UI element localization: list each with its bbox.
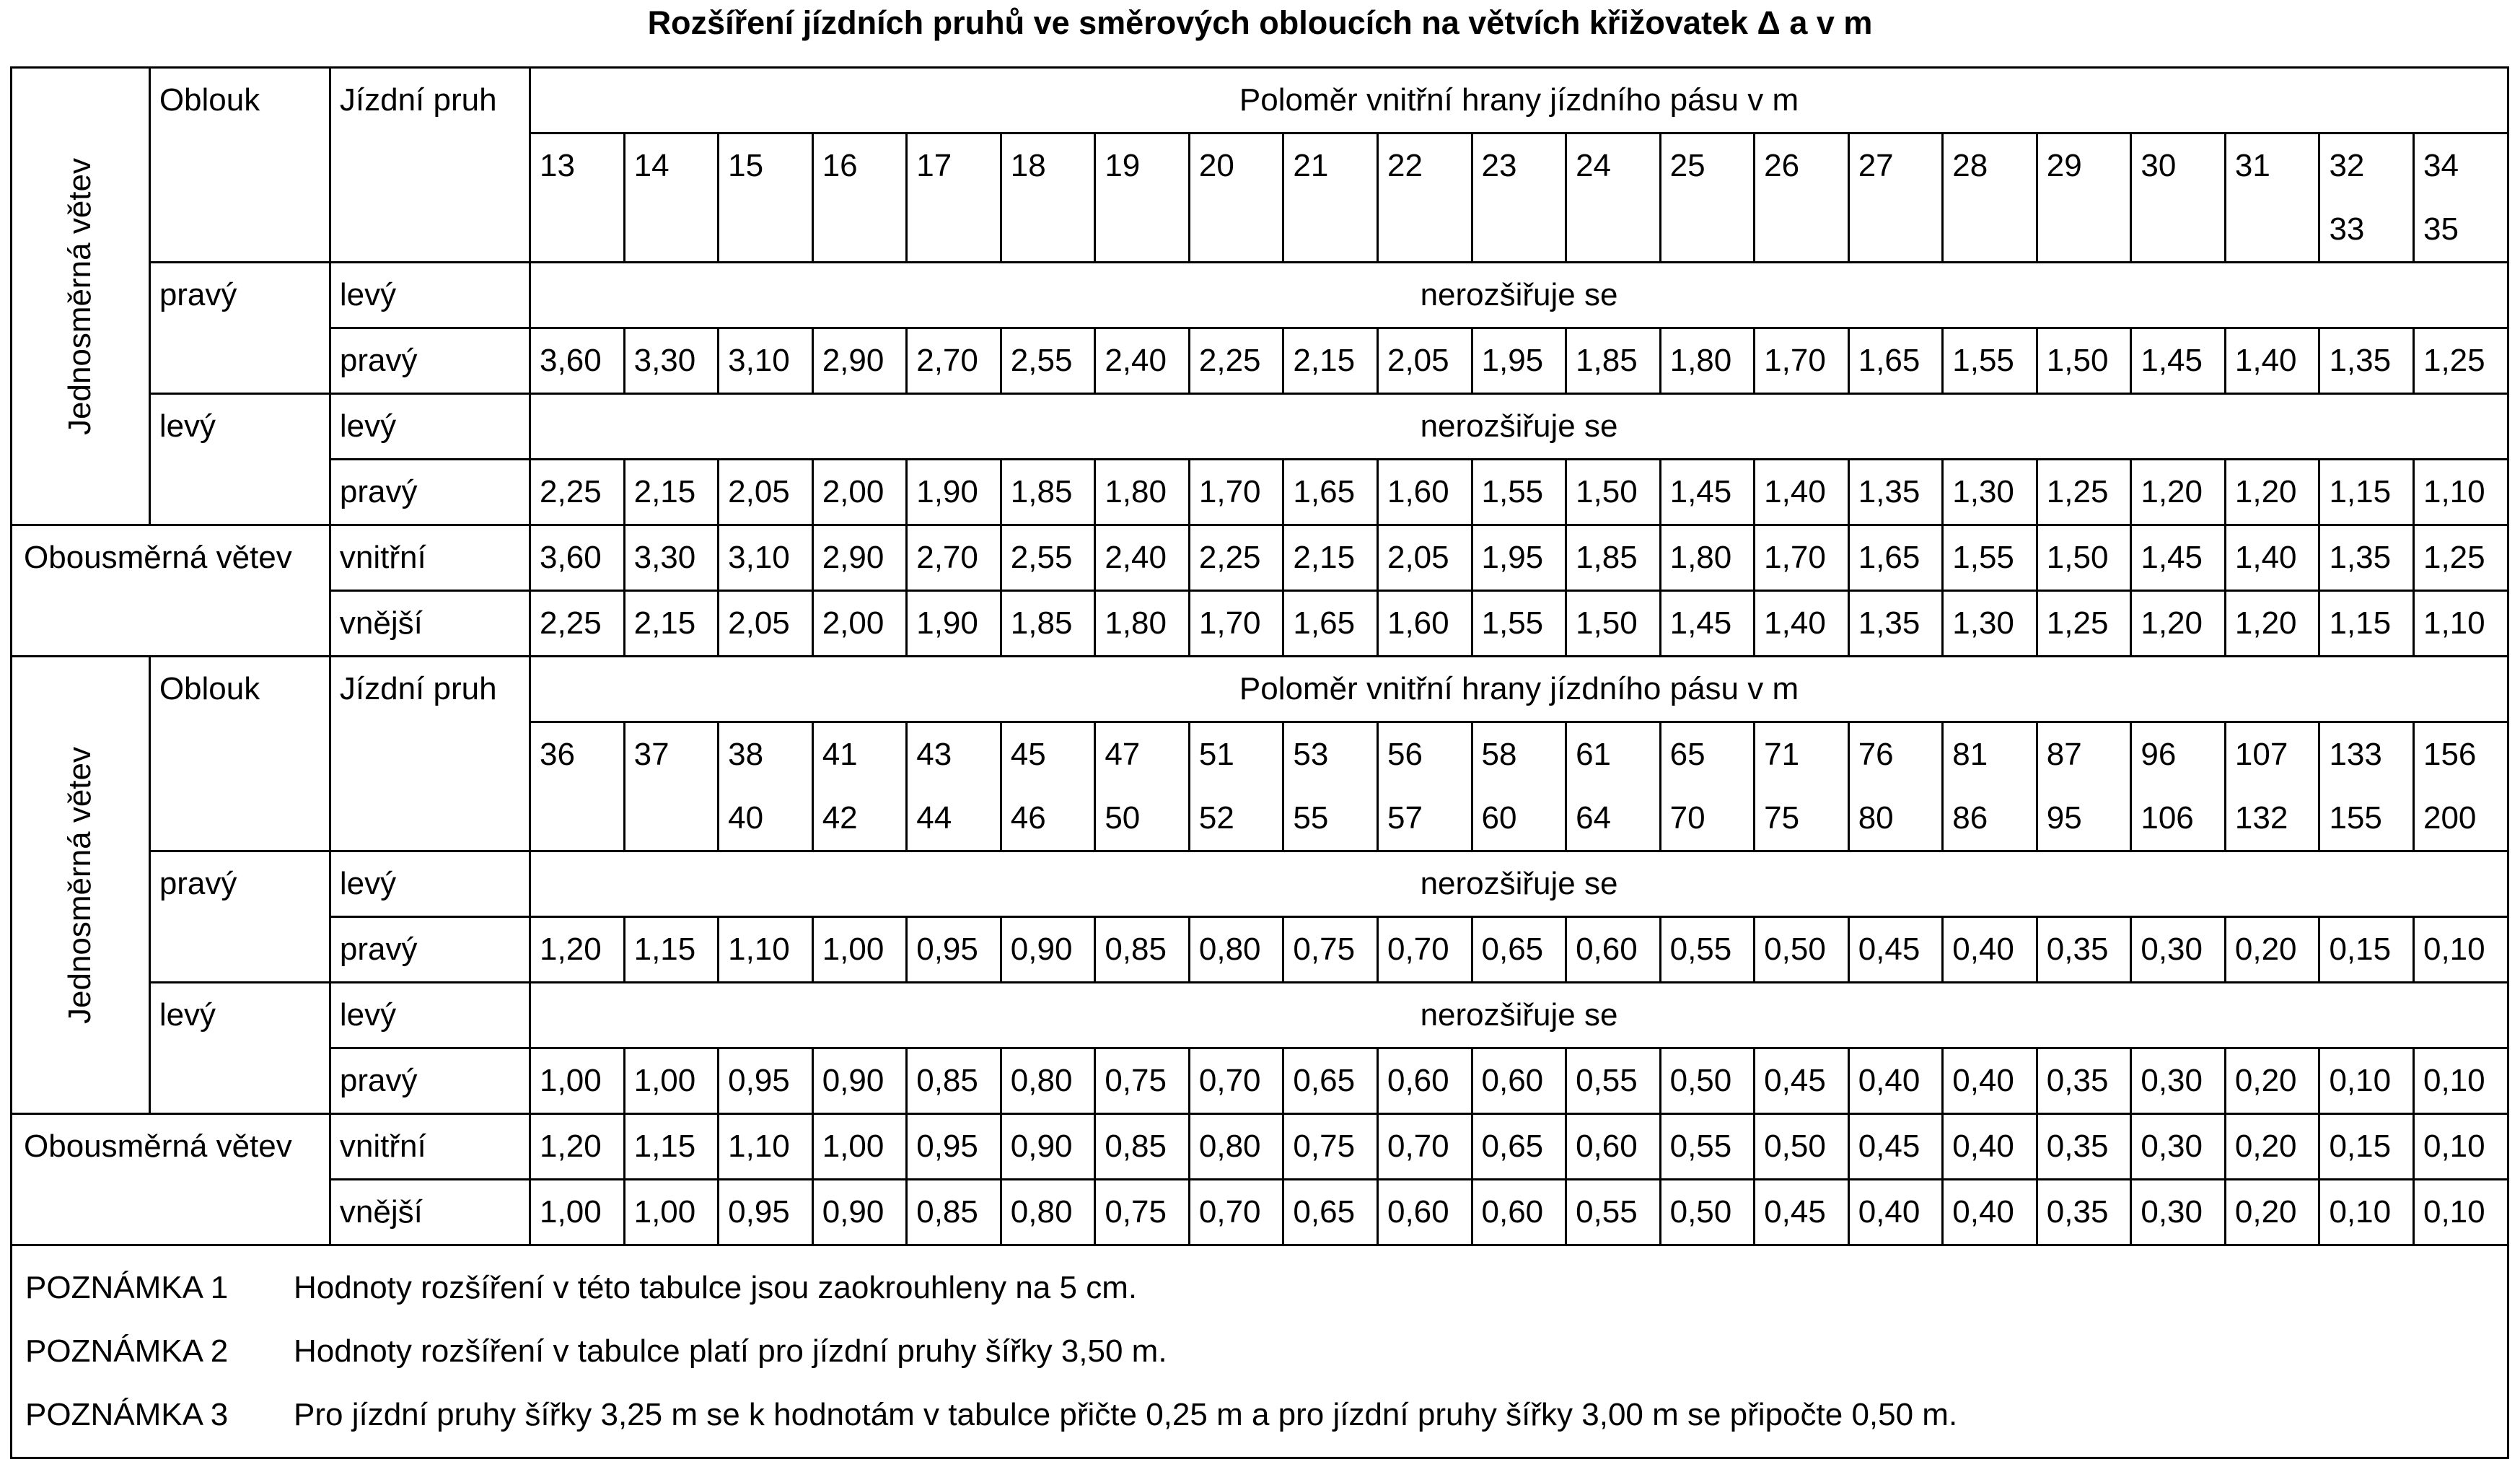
row-levy-levy [12,394,2508,460]
value-cell: 0,75 [1095,1180,1190,1245]
value-cell: 0,35 [2037,1114,2131,1180]
value-cell: 2,05 [719,460,813,525]
value-cell: 2,05 [719,591,813,657]
value-cell: 1,50 [1566,591,1661,657]
value-cell: 0,20 [2225,1114,2319,1180]
value-cell: 0,60 [1566,917,1661,983]
value-cell: 1,90 [907,591,1001,657]
radius-cell: 24 [1566,133,1661,263]
value-cell: 0,15 [2319,1114,2414,1180]
value-cell: 0,60 [1472,1180,1566,1245]
value-cell: 1,20 [530,1114,625,1180]
radius-cell: 65 70 [1660,722,1755,851]
value-cell: 1,85 [1566,525,1661,591]
value-cell: 0,30 [2131,1048,2226,1114]
radius-cell: 133 155 [2319,722,2414,851]
value-cell: 2,70 [907,328,1001,394]
header-oblouk: Oblouk [149,657,330,851]
radius-cell: 18 [1001,133,1095,263]
notes-cell [12,1245,2508,1458]
value-cell: 1,40 [1755,460,1849,525]
value-cell: 0,10 [2413,1048,2508,1114]
radius-cell: 43 44 [907,722,1001,851]
oblouk-pravy: pravý [149,851,330,983]
value-cell: 1,25 [2413,525,2508,591]
row-obou-vnejsi [12,1180,2508,1245]
branch-label-vertical [12,68,150,525]
value-cell: 0,95 [719,1048,813,1114]
no-widening: nerozšiřuje se [530,851,2508,917]
value-cell: 1,10 [2413,460,2508,525]
value-cell: 1,50 [2037,328,2131,394]
value-cell: 0,60 [1472,1048,1566,1114]
pruh-levy: levý [330,983,530,1048]
value-cell: 1,35 [2319,328,2414,394]
note [25,1383,2507,1447]
value-cell: 1,40 [2225,328,2319,394]
radius-cell: 107 132 [2225,722,2319,851]
pruh-levy: levý [330,394,530,460]
value-cell: 0,50 [1660,1048,1755,1114]
value-cell: 1,25 [2037,591,2131,657]
radius-cell: 19 [1095,133,1190,263]
value-cell: 1,20 [2131,460,2226,525]
radius-cell: 28 [1943,133,2037,263]
value-cell: 1,80 [1660,328,1755,394]
value-cell: 0,60 [1566,1114,1661,1180]
value-cell: 1,70 [1755,525,1849,591]
radius-cell: 87 95 [2037,722,2131,851]
value-cell: 0,55 [1660,917,1755,983]
value-cell: 1,00 [812,1114,907,1180]
row-pravy-levy [12,263,2508,328]
radius-cell: 32 33 [2319,133,2414,263]
value-cell: 2,15 [1283,328,1378,394]
radius-cell: 41 42 [812,722,907,851]
value-cell: 0,55 [1566,1180,1661,1245]
pruh-vnejsi: vnější [330,1180,530,1245]
value-cell: 0,85 [907,1048,1001,1114]
header-polomer: Poloměr vnitřní hrany jízdního pásu v m [530,68,2508,133]
value-cell: 2,55 [1001,328,1095,394]
radius-cell: 30 [2131,133,2226,263]
pruh-vnitrni: vnitřní [330,525,530,591]
note-label: POZNÁMKA 2 [25,1333,229,1369]
value-cell: 1,55 [1943,328,2037,394]
value-cell: 1,70 [1189,460,1283,525]
value-cell: 1,85 [1566,328,1661,394]
value-cell: 0,30 [2131,1114,2226,1180]
header-row [12,657,2508,722]
value-cell: 0,85 [907,1180,1001,1245]
oblouk-levy: levý [149,394,330,525]
pruh-levy: levý [330,851,530,917]
notes-row [12,1245,2508,1458]
value-cell: 2,70 [907,525,1001,591]
value-cell: 1,65 [1283,460,1378,525]
radius-cell: 23 [1472,133,1566,263]
value-cell: 1,65 [1848,525,1943,591]
value-cell: 3,10 [719,328,813,394]
radius-cell: 14 [624,133,719,263]
value-cell: 0,70 [1189,1180,1283,1245]
row-levy-levy [12,983,2508,1048]
branch-label-vertical [12,657,150,1114]
value-cell: 2,00 [812,591,907,657]
value-cell: 1,15 [624,917,719,983]
radius-cell: 16 [812,133,907,263]
note-text: Pro jízdní pruhy šířky 3,25 m se k hodnotám v tabulce přičte 0,25 m a pro jízdní pruhy šířky 3,00 m se připočte 0,50 m. [294,1397,1958,1432]
value-cell: 1,25 [2413,328,2508,394]
value-cell: 0,40 [1943,1114,2037,1180]
pruh-pravy: pravý [330,917,530,983]
value-cell: 0,95 [907,917,1001,983]
radius-cell: 37 [624,722,719,851]
value-cell: 1,10 [719,917,813,983]
row-pravy-levy [12,851,2508,917]
value-cell: 0,75 [1283,1114,1378,1180]
radius-cell: 47 50 [1095,722,1190,851]
value-cell: 1,20 [2225,460,2319,525]
row-levy-pravy [12,460,2508,525]
value-cell: 0,70 [1189,1048,1283,1114]
pruh-pravy: pravý [330,1048,530,1114]
value-cell: 1,00 [624,1180,719,1245]
value-cell: 1,10 [2413,591,2508,657]
header-oblouk: Oblouk [149,68,330,263]
note-label: POZNÁMKA 3 [25,1397,229,1432]
value-cell: 3,10 [719,525,813,591]
value-cell: 0,70 [1377,917,1472,983]
value-cell: 0,45 [1848,917,1943,983]
value-cell: 0,40 [1943,917,2037,983]
value-cell: 0,70 [1377,1114,1472,1180]
value-cell: 0,10 [2413,1114,2508,1180]
value-cell: 1,20 [530,917,625,983]
oblouk-levy: levý [149,983,330,1114]
header-row [12,68,2508,133]
value-cell: 2,05 [1377,328,1472,394]
value-cell: 2,25 [530,460,625,525]
value-cell: 3,60 [530,525,625,591]
note [25,1256,2507,1320]
oblouk-pravy: pravý [149,263,330,394]
value-cell: 1,60 [1377,460,1472,525]
value-cell: 1,65 [1283,591,1378,657]
radius-cell: 31 [2225,133,2319,263]
radius-cell: 22 [1377,133,1472,263]
value-cell: 1,45 [1660,460,1755,525]
row-obou-vnejsi [12,591,2508,657]
value-cell: 2,40 [1095,328,1190,394]
radius-cell: 36 [530,722,625,851]
value-cell: 1,30 [1943,460,2037,525]
branch-label-text: Jednosměrná větev [62,746,98,1024]
value-cell: 0,80 [1189,917,1283,983]
value-cell: 2,90 [812,328,907,394]
radius-cell: 53 55 [1283,722,1378,851]
value-cell: 1,45 [2131,328,2226,394]
radius-cell: 21 [1283,133,1378,263]
value-cell: 0,10 [2319,1180,2414,1245]
radius-cell: 45 46 [1001,722,1095,851]
table-title: Rozšíření jízdních pruhů ve směrových obloucích na větvích křižovatek Δ a v m [647,4,1873,41]
value-cell: 1,30 [1943,591,2037,657]
value-cell: 0,65 [1283,1048,1378,1114]
value-cell: 0,35 [2037,1180,2131,1245]
value-cell: 0,40 [1943,1180,2037,1245]
value-cell: 0,45 [1755,1048,1849,1114]
value-cell: 1,20 [2131,591,2226,657]
value-cell: 0,80 [1001,1048,1095,1114]
header-jizdni-pruh: Jízdní pruh [330,657,530,851]
value-cell: 2,25 [1189,525,1283,591]
value-cell: 2,05 [1377,525,1472,591]
value-cell: 1,55 [1472,591,1566,657]
value-cell: 0,55 [1660,1114,1755,1180]
value-cell: 1,65 [1848,328,1943,394]
value-cell: 0,30 [2131,917,2226,983]
value-cell: 0,10 [2413,917,2508,983]
radius-cell: 71 75 [1755,722,1849,851]
value-cell: 0,90 [1001,917,1095,983]
value-cell: 1,40 [2225,525,2319,591]
row-pravy-pravy [12,917,2508,983]
value-cell: 1,00 [624,1048,719,1114]
branch-label-obousmerna: Obousměrná větev [12,525,330,657]
value-cell: 0,90 [812,1180,907,1245]
value-cell: 1,60 [1377,591,1472,657]
radius-cell: 56 57 [1377,722,1472,851]
radius-cell: 20 [1189,133,1283,263]
value-cell: 2,15 [624,460,719,525]
value-cell: 1,10 [719,1114,813,1180]
value-cell: 0,35 [2037,917,2131,983]
radius-cell: 76 80 [1848,722,1943,851]
radius-cell: 26 [1755,133,1849,263]
value-cell: 0,60 [1377,1048,1472,1114]
value-cell: 2,40 [1095,525,1190,591]
value-cell: 1,55 [1472,460,1566,525]
value-cell: 1,45 [2131,525,2226,591]
radius-cell: 29 [2037,133,2131,263]
value-cell: 1,15 [2319,591,2414,657]
value-cell: 2,15 [1283,525,1378,591]
value-cell: 1,15 [624,1114,719,1180]
header-polomer: Poloměr vnitřní hrany jízdního pásu v m [530,657,2508,722]
value-cell: 3,30 [624,525,719,591]
note-label: POZNÁMKA 1 [25,1270,229,1305]
radius-cell: 38 40 [719,722,813,851]
value-cell: 0,80 [1001,1180,1095,1245]
value-cell: 0,75 [1283,917,1378,983]
value-cell: 1,80 [1095,591,1190,657]
value-cell: 0,45 [1848,1114,1943,1180]
row-pravy-pravy [12,328,2508,394]
value-cell: 0,65 [1472,1114,1566,1180]
radius-cell: 81 86 [1943,722,2037,851]
value-cell: 0,85 [1095,1114,1190,1180]
value-cell: 0,90 [812,1048,907,1114]
value-cell: 3,30 [624,328,719,394]
value-cell: 1,80 [1660,525,1755,591]
value-cell: 3,60 [530,328,625,394]
value-cell: 1,70 [1755,328,1849,394]
value-cell: 0,10 [2319,1048,2414,1114]
value-cell: 1,70 [1189,591,1283,657]
value-cell: 1,50 [1566,460,1661,525]
value-cell: 0,40 [1848,1048,1943,1114]
value-cell: 0,40 [1943,1048,2037,1114]
value-cell: 0,50 [1755,1114,1849,1180]
value-cell: 2,25 [530,591,625,657]
value-cell: 1,00 [530,1180,625,1245]
value-cell: 0,35 [2037,1048,2131,1114]
value-cell: 0,90 [1001,1114,1095,1180]
value-cell: 2,25 [1189,328,1283,394]
value-cell: 1,25 [2037,460,2131,525]
no-widening: nerozšiřuje se [530,394,2508,460]
radius-cell: 27 [1848,133,1943,263]
value-cell: 0,45 [1755,1180,1849,1245]
value-cell: 1,45 [1660,591,1755,657]
value-cell: 2,15 [624,591,719,657]
value-cell: 1,80 [1095,460,1190,525]
radius-cell: 25 [1660,133,1755,263]
value-cell: 0,60 [1377,1180,1472,1245]
pruh-pravy: pravý [330,460,530,525]
value-cell: 1,50 [2037,525,2131,591]
no-widening: nerozšiřuje se [530,983,2508,1048]
value-cell: 0,80 [1189,1114,1283,1180]
value-cell: 1,35 [2319,525,2414,591]
value-cell: 2,00 [812,460,907,525]
value-cell: 1,95 [1472,525,1566,591]
value-cell: 1,85 [1001,460,1095,525]
value-cell: 0,50 [1660,1180,1755,1245]
value-cell: 0,65 [1472,917,1566,983]
branch-label-obousmerna: Obousměrná větev [12,1114,330,1245]
radius-cell: 34 35 [2413,133,2508,263]
widening-table [10,66,2509,1459]
note-text: Hodnoty rozšíření v této tabulce jsou zaokrouhleny na 5 cm. [294,1270,1138,1305]
value-cell: 0,75 [1095,1048,1190,1114]
pruh-vnitrni: vnitřní [330,1114,530,1180]
value-cell: 0,85 [1095,917,1190,983]
radius-cell: 15 [719,133,813,263]
value-cell: 1,55 [1943,525,2037,591]
note [25,1320,2507,1383]
radius-cell: 51 52 [1189,722,1283,851]
pruh-vnejsi: vnější [330,591,530,657]
row-obou-vnitrni [12,1114,2508,1180]
branch-label-text: Jednosměrná větev [62,157,98,435]
value-cell: 1,15 [2319,460,2414,525]
value-cell: 1,35 [1848,591,1943,657]
value-cell: 0,20 [2225,1048,2319,1114]
value-cell: 1,00 [812,917,907,983]
value-cell: 0,30 [2131,1180,2226,1245]
value-cell: 1,00 [530,1048,625,1114]
value-cell: 0,15 [2319,917,2414,983]
radius-cell: 61 64 [1566,722,1661,851]
value-cell: 1,90 [907,460,1001,525]
pruh-pravy: pravý [330,328,530,394]
radius-cell: 156 200 [2413,722,2508,851]
value-cell: 0,50 [1755,917,1849,983]
value-cell: 0,20 [2225,917,2319,983]
value-cell: 0,95 [719,1180,813,1245]
value-cell: 0,95 [907,1114,1001,1180]
radius-cell: 58 60 [1472,722,1566,851]
value-cell: 0,55 [1566,1048,1661,1114]
value-cell: 2,90 [812,525,907,591]
value-cell: 1,20 [2225,591,2319,657]
row-obou-vnitrni [12,525,2508,591]
value-cell: 1,40 [1755,591,1849,657]
radius-cell: 17 [907,133,1001,263]
header-jizdni-pruh: Jízdní pruh [330,68,530,263]
row-levy-pravy [12,1048,2508,1114]
value-cell: 1,35 [1848,460,1943,525]
note-text: Hodnoty rozšíření v tabulce platí pro jízdní pruhy šířky 3,50 m. [294,1333,1167,1369]
radius-cell: 13 [530,133,625,263]
value-cell: 2,55 [1001,525,1095,591]
value-cell: 1,95 [1472,328,1566,394]
value-cell: 0,65 [1283,1180,1378,1245]
value-cell: 0,40 [1848,1180,1943,1245]
radius-cell: 96 106 [2131,722,2226,851]
value-cell: 0,10 [2413,1180,2508,1245]
no-widening: nerozšiřuje se [530,263,2508,328]
value-cell: 0,20 [2225,1180,2319,1245]
value-cell: 1,85 [1001,591,1095,657]
pruh-levy: levý [330,263,530,328]
